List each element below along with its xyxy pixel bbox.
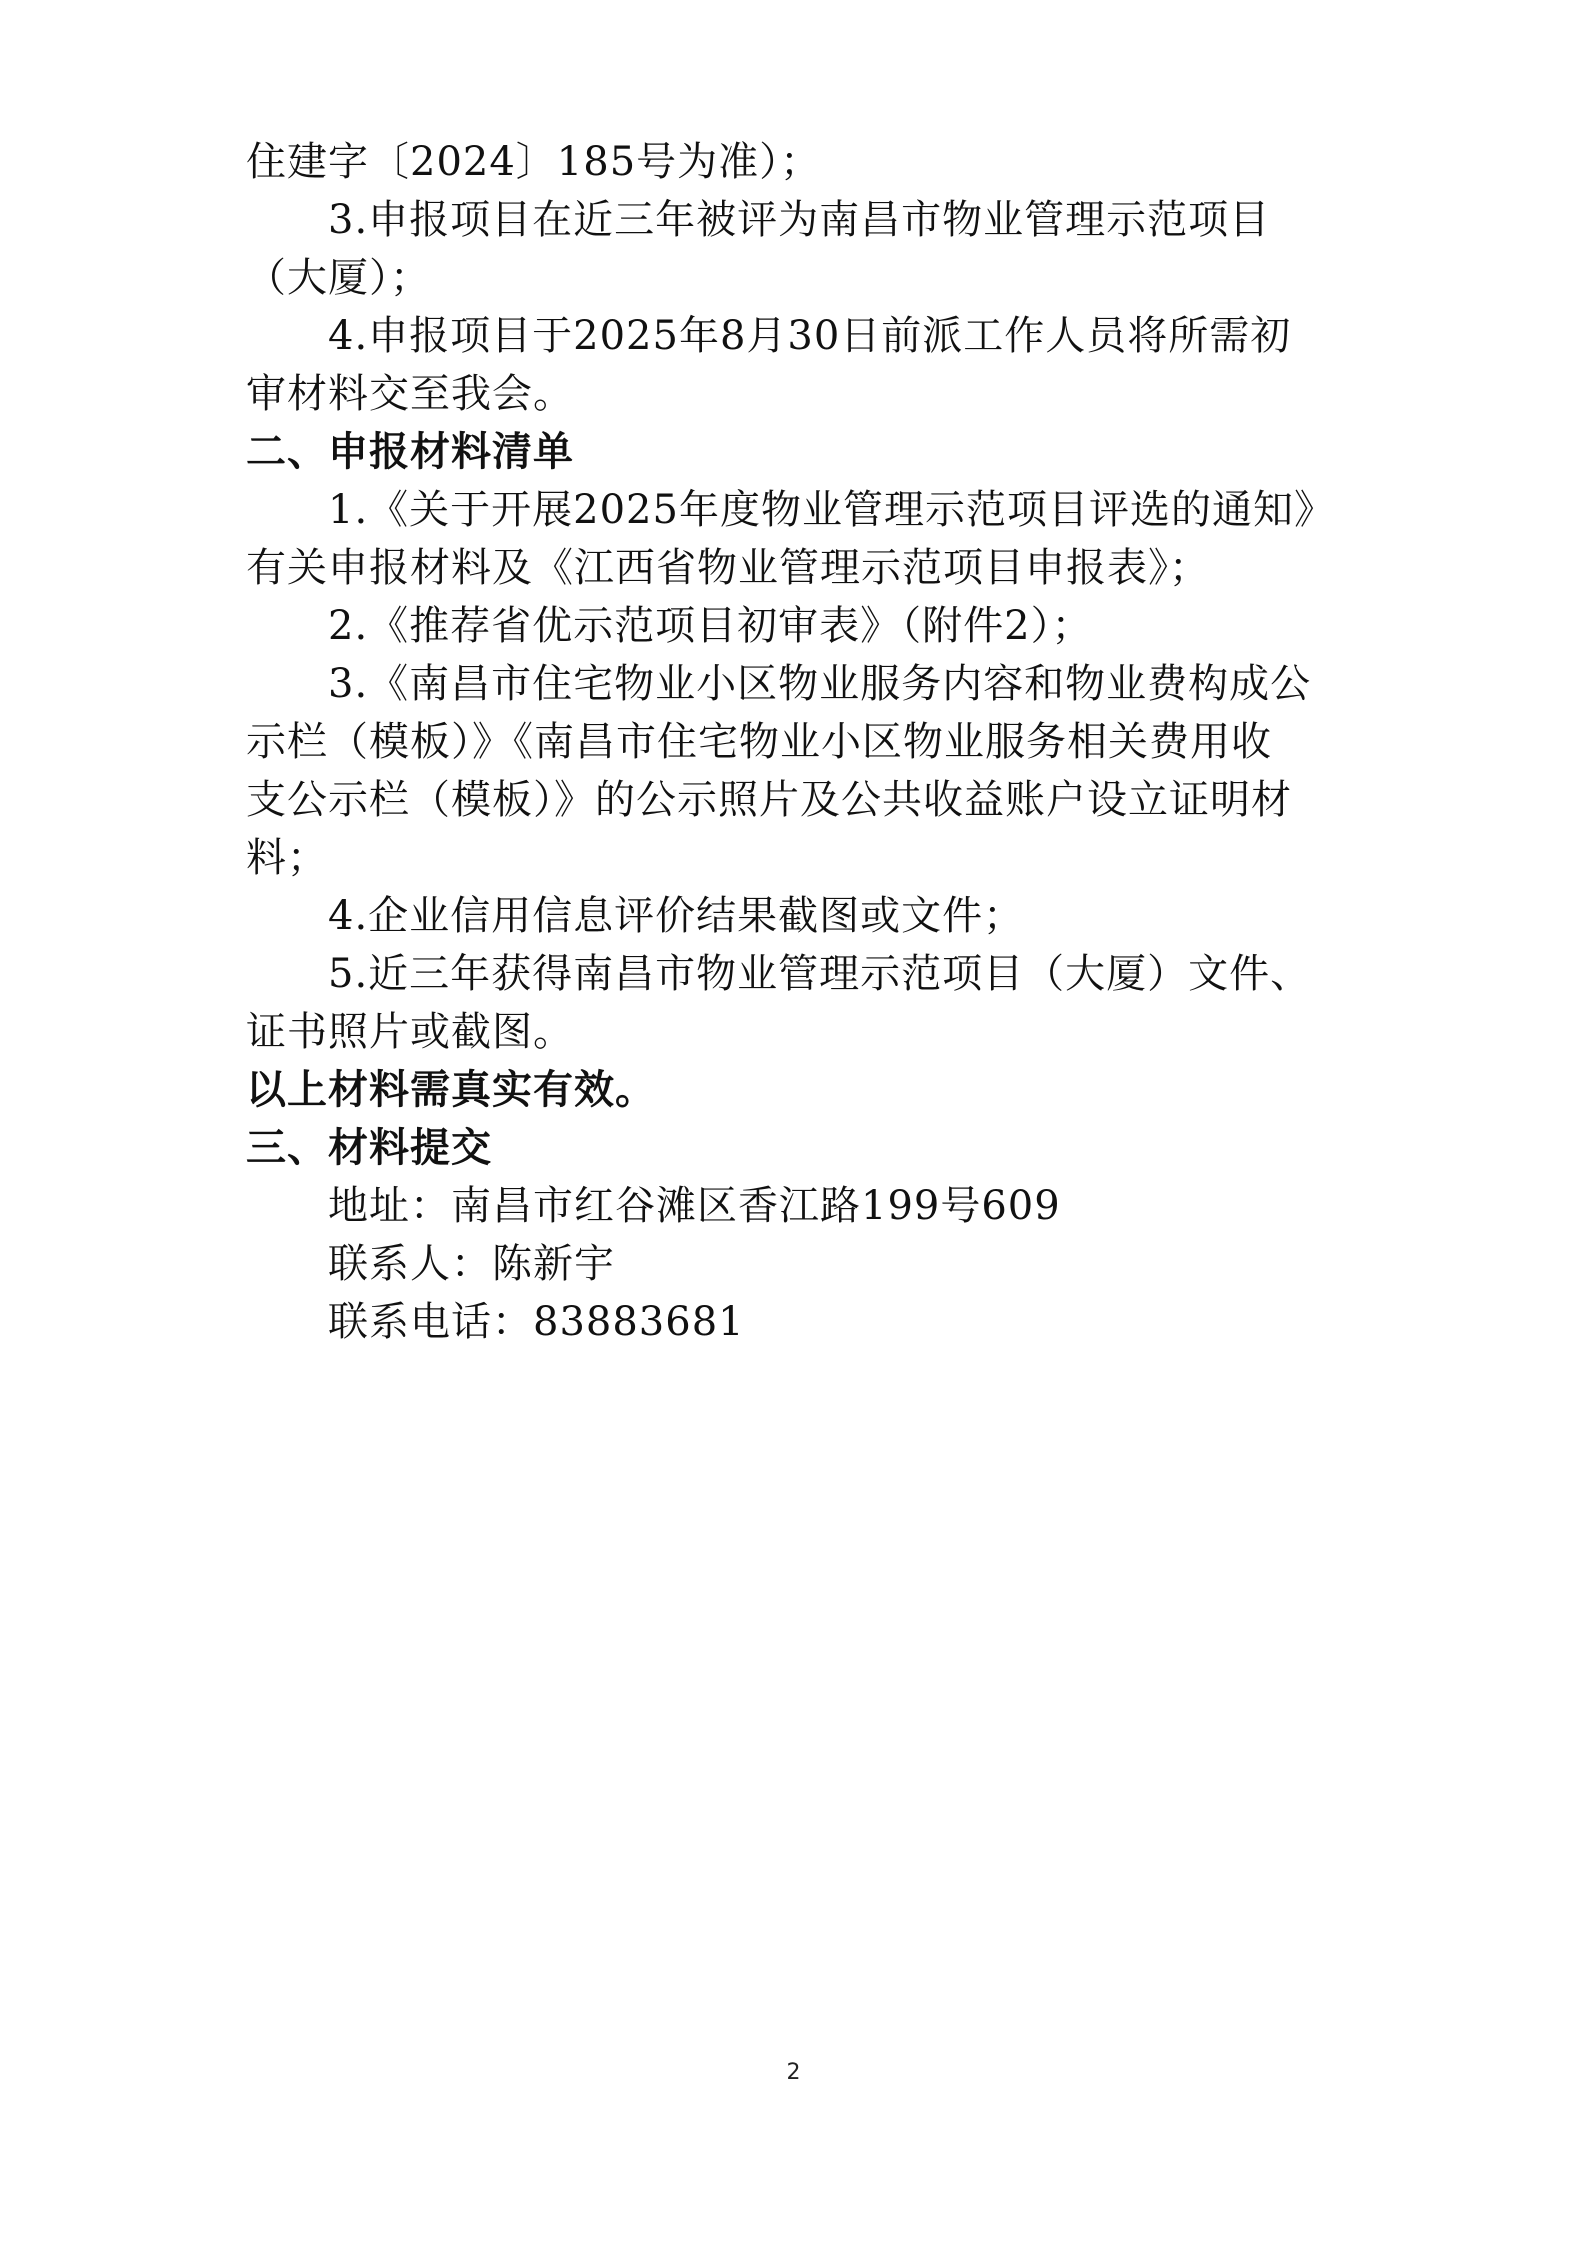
contact-phone-line: 联系电话：83883681 (328, 1299, 745, 1345)
page-number: 2 (786, 2060, 801, 2085)
text-line-13: 料； (246, 835, 328, 881)
text-line-14: 4.企业信用信息评价结果截图或文件； (328, 893, 1025, 939)
text-line-7: 1.《关于开展2025年度物业管理示范项目评选的通知》 (328, 487, 1335, 533)
text-line-1: 住建字〔2024〕185号为准）； (246, 139, 822, 185)
text-line-11: 示栏（模板）》《南昌市住宅物业小区物业服务相关费用收 (246, 719, 1272, 765)
text-line-10: 3.《南昌市住宅物业小区物业服务内容和物业费构成公 (328, 661, 1312, 707)
text-line-3: （大厦）； (246, 255, 431, 301)
text-line-4: 4.申报项目于2025年8月30日前派工作人员将所需初 (328, 313, 1292, 359)
text-line-9: 2.《推荐省优示范项目初审表》（附件2）； (328, 603, 1093, 649)
section-heading-3: 三、材料提交 (246, 1124, 492, 1171)
materials-note: 以上材料需真实有效。 (246, 1066, 656, 1113)
text-line-8: 有关申报材料及《江西省物业管理示范项目申报表》； (246, 545, 1210, 591)
text-line-5: 审材料交至我会。 (246, 371, 574, 417)
section-heading-2: 二、申报材料清单 (246, 428, 574, 475)
text-line-15: 5.近三年获得南昌市物业管理示范项目（大厦）文件、 (328, 951, 1312, 997)
text-line-16: 证书照片或截图。 (246, 1009, 574, 1055)
text-line-12: 支公示栏（模板）》的公示照片及公共收益账户设立证明材 (246, 777, 1292, 823)
text-line-2: 3.申报项目在近三年被评为南昌市物业管理示范项目 (328, 197, 1271, 243)
contact-person-line: 联系人：陈新宇 (328, 1241, 615, 1287)
address-line: 地址：南昌市红谷滩区香江路199号609 (328, 1183, 1061, 1229)
